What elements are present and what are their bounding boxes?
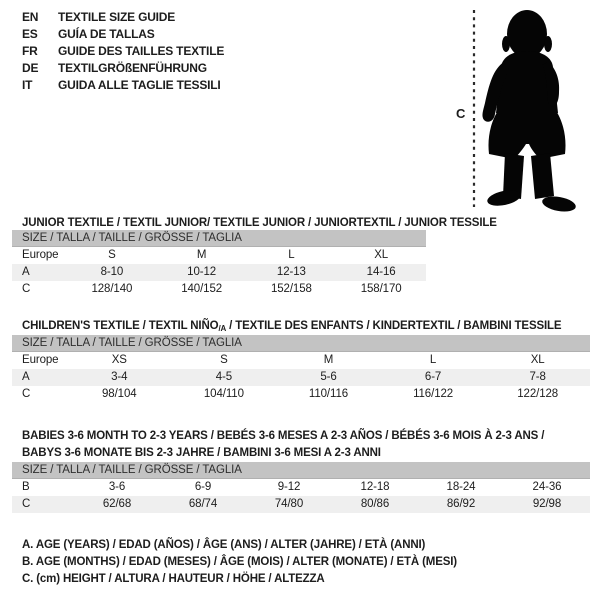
row-label: C [22,388,31,400]
babies-size-table [12,428,590,513]
language-code: DE [22,61,39,75]
language-row [22,60,224,77]
row-label: A [22,266,30,278]
size-header-bar: SIZE / TALLA / TAILLE / GRÖSSE / TAGLIA [12,462,590,479]
language-title: TEXTILE SIZE GUIDE [58,10,176,24]
table-row [12,479,590,496]
table-row [12,496,590,513]
table-cell: 10-12 [187,266,217,278]
table-cell: 7-8 [529,371,546,383]
table-row [12,352,590,369]
children-size-table [12,320,590,403]
footnote-legend [22,537,457,589]
junior-size-table [12,217,497,298]
table-title-part: /A [218,324,227,333]
table-title [12,320,590,335]
row-label: Europe [22,354,59,366]
table-cell: 98/104 [102,388,137,400]
language-row [22,9,224,26]
table-cell: 68/74 [188,498,218,510]
table-cell: 6-7 [424,371,442,383]
table-cell: 128/140 [91,283,133,295]
language-title: TEXTILGRÖßENFÜHRUNG [58,61,207,75]
table-cell: XL [530,354,545,366]
footnote: A. AGE (YEARS) / EDAD (AÑOS) / ÂGE (ANS) / ALTER (JAHRE) / ETÀ (ANNI) [22,539,426,551]
table-row [12,247,426,264]
table-cell: 14-16 [366,266,396,278]
row-label: B [22,481,30,493]
table-cell: M [196,249,207,261]
table-title-part: BABIES 3-6 MONTH TO 2-3 YEARS / BEBÉS 3-6 MESES A 2-3 AÑOS / BÉBÉS 3-6 MOIS À 2-3 ANS / [22,430,545,442]
table-cell: 24-36 [532,481,562,493]
table-cell: 3-4 [111,371,128,383]
table-cell: 92/98 [532,498,562,510]
row-label: C [22,283,31,295]
table-title [12,428,590,462]
table-cell: 86/92 [446,498,476,510]
table-row [12,264,426,281]
height-label-c: C [456,106,466,121]
table-cell: M [323,354,334,366]
language-row [22,26,224,43]
table-row [12,386,590,403]
table-title-part: CHILDREN'S TEXTILE / TEXTIL NIÑO [22,320,219,332]
table-cell: 8-10 [100,266,124,278]
table-cell: 18-24 [446,481,476,493]
row-label: A [22,371,30,383]
table-cell: S [108,249,116,261]
language-code: IT [22,78,33,92]
table-cell: 12-13 [276,266,306,278]
table-cell: 122/128 [517,388,559,400]
footnote: B. AGE (MONTHS) / EDAD (MESES) / ÂGE (MOIS) / ALTER (MONATE) / ETÀ (MESI) [22,556,457,569]
table-cell: 3-6 [108,481,126,493]
table-cell: S [220,354,228,366]
size-header-bar: SIZE / TALLA / TAILLE / GRÖSSE / TAGLIA [12,230,426,247]
table-cell: 104/110 [203,388,244,400]
table-cell: XS [111,354,127,366]
language-row [22,77,224,94]
row-label: Europe [22,249,59,261]
table-cell: 6-9 [194,481,212,493]
table-cell: L [429,354,437,366]
table-cell: 110/116 [308,388,349,400]
baby-silhouette-icon [445,5,597,217]
table-cell: 152/158 [270,283,312,295]
table-cell: 80/86 [360,498,390,510]
language-title: GUÍA DE TALLAS [58,27,155,41]
language-row [22,43,224,60]
language-title-list [22,9,224,94]
language-code: FR [22,44,38,58]
table-title-part: BABYS 3-6 MONATE BIS 2-3 JAHRE / BAMBINI 3-6 MESI A 2-3 ANNI [22,447,381,459]
table-cell: XL [374,249,389,261]
table-row [12,281,426,298]
language-code: ES [22,27,38,41]
table-cell: 5-6 [320,371,337,383]
footnote: C. (cm) HEIGHT / ALTURA / HAUTEUR / HÖHE / ALTEZZA [22,573,325,586]
table-cell: 158/170 [360,283,402,295]
baby-figure [445,5,597,217]
table-title-part: JUNIOR TEXTILE / TEXTIL JUNIOR/ TEXTILE JUNIOR / JUNIORTEXTIL / JUNIOR TESSILE [22,217,497,229]
table-cell: 4-5 [215,371,233,383]
table-cell: 74/80 [274,498,304,510]
table-cell: 9-12 [277,481,301,493]
size-header-bar: SIZE / TALLA / TAILLE / GRÖSSE / TAGLIA [12,335,590,352]
table-title-part: / TEXTILE DES ENFANTS / KINDERTEXTIL / BAMBINI TESSILE [226,320,562,332]
table-cell: 12-18 [360,481,390,493]
table-title [12,217,497,230]
table-cell: 62/68 [102,498,132,510]
row-label: C [22,498,31,510]
language-title: GUIDE DES TAILLES TEXTILE [58,44,225,58]
language-title: GUIDA ALLE TAGLIE TESSILI [58,78,221,92]
language-code: EN [22,10,39,24]
table-cell: 116/122 [413,388,454,400]
table-cell: 140/152 [181,283,223,295]
table-row [12,369,590,386]
table-cell: L [288,249,295,261]
